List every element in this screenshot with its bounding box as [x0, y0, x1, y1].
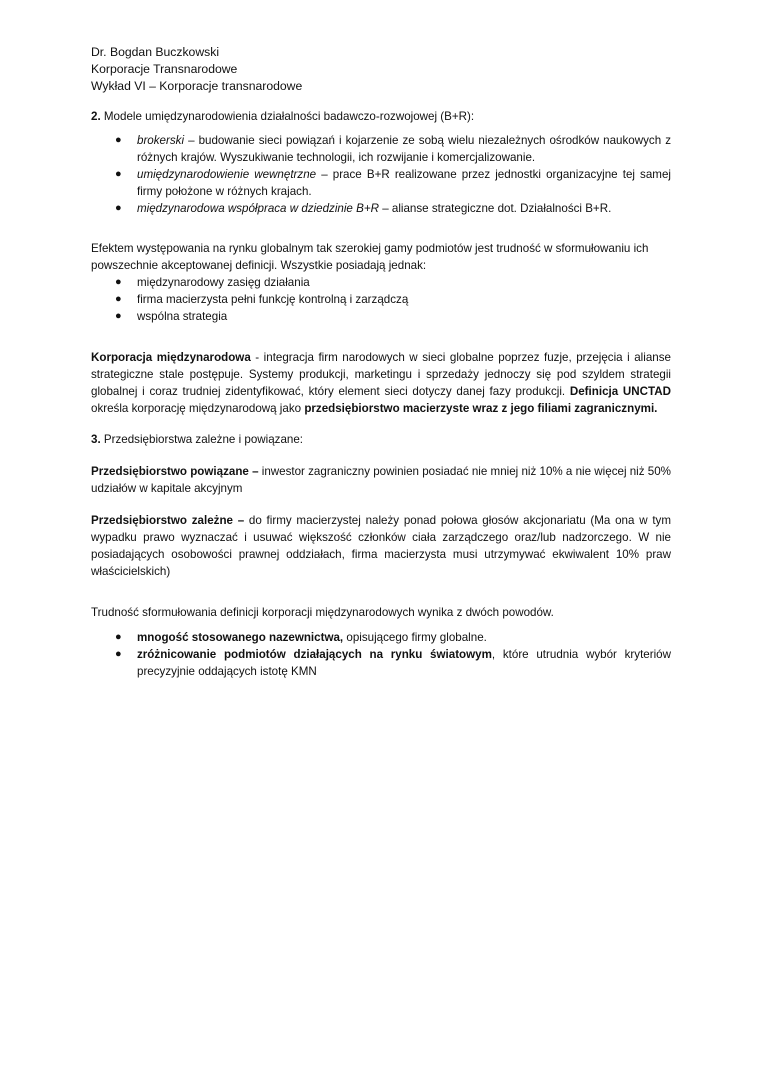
section-2-heading: 2. Modele umiędzynarodowienia działalności badawczo-rozwojowej (B+R):	[91, 110, 475, 123]
document-header	[91, 44, 671, 95]
bullet-icon: ●	[115, 293, 122, 305]
reasons-list	[115, 629, 671, 680]
paragraph-definition-difficulty: Trudność sformułowania definicji korporacji międzynarodowych wynika z dwóch powodów. ● mnogość stosowanego nazewnictwa, opisującego firmy globalne. ● zróżnicowanie podmiotów działających na rynku światowym, które utrudnia wybór kryteriów precyzyjnie oddających istotę KMN	[91, 606, 671, 678]
list-item: ● brokerski – budowanie sieci powiązań i kojarzenie ze sobą wielu niezależnych ośrodków naukowych z różnych krajów. Wyszukiwanie technologii, ich rozwijanie i komercjalizowanie.	[115, 134, 671, 164]
bullet-icon: ●	[115, 168, 122, 180]
lecture-line: Wykład VI – Korporacje transnarodowe	[91, 79, 303, 93]
document-page	[91, 44, 671, 680]
course-line: Korporacje Transnarodowe	[91, 62, 238, 76]
list-item: ● umiędzynarodowienie wewnętrzne – prace B+R realizowane przez jednostki organizacyjne tej samej firmy położone w różnych krajach.	[115, 168, 671, 198]
bullet-icon: ●	[115, 631, 122, 643]
list-item: ● mnogość stosowanego nazewnictwa, opisującego firmy globalne.	[115, 631, 487, 644]
author-line: Dr. Bogdan Buczkowski	[91, 45, 220, 59]
list-item: ● międzynarodowa współpraca w dziedzinie B+R – alianse strategiczne dot. Działalności B+R.	[115, 202, 612, 215]
bullet-icon: ●	[115, 134, 122, 146]
bullet-icon: ●	[115, 648, 122, 660]
paragraph-international-corporation: Korporacja międzynarodowa - integracja firm narodowych w sieci globalne poprzez fuzje, przejęcia i alianse strategiczne stale postępuje. Systemy produkcji, marketingu i sprzedaży jednoczy się pod szyldem strategii globalnej i coraz trudniej zidentyfikować, który element sieci dotyczy danej fazy produkcji. Definicja UNCTAD określa korporację międzynarodową jako przedsiębiorstwo macierzyste wraz z jego filiami zagranicznymi.	[91, 351, 671, 415]
bullet-icon: ●	[115, 310, 122, 322]
features-list	[115, 274, 671, 325]
bullet-icon: ●	[115, 202, 122, 214]
list-item: ● wspólna strategia	[115, 310, 228, 323]
list-item: ● firma macierzysta pełni funkcję kontrolną i zarządczą	[115, 293, 409, 306]
paragraph-subsidiary-enterprise: Przedsiębiorstwo zależne – do firmy macierzystej należy ponad połowa głosów akcjonariatu (Ma ona w tym wypadku prawo wyznaczać i usuwać większość członków ciała zarządczego oraz/lub nadzorczego. W nie posiadających osobowości prawnej oddziałach, firma macierzysta musi utrzymywać ekwiwalent 10% praw właścicielskich)	[91, 514, 671, 578]
section-2-list	[115, 132, 671, 217]
paragraph-global-market: Efektem występowania na rynku globalnym tak szerokiej gamy podmiotów jest trudność w sformułowaniu ich powszechnie akceptowanej definicji. Wszystkie posiadają jednak: ● międzynarodowy zasięg działania ● firma macierzysta pełni funkcję kontrolną i zarządczą ● wspólna strategia	[91, 240, 671, 325]
section-3-heading: 3. Przedsiębiorstwa zależne i powiązane:	[91, 433, 304, 446]
bullet-icon: ●	[115, 276, 122, 288]
list-item: ● międzynarodowy zasięg działania	[115, 276, 310, 289]
list-item: ● zróżnicowanie podmiotów działających na rynku światowym, które utrudnia wybór kryteriów precyzyjnie oddających istotę KMN	[115, 648, 671, 678]
paragraph-affiliated-enterprise: Przedsiębiorstwo powiązane – inwestor zagraniczny powinien posiadać nie mniej niż 10% a nie więcej niż 50% udziałów w kapitale akcyjnym	[91, 465, 671, 495]
